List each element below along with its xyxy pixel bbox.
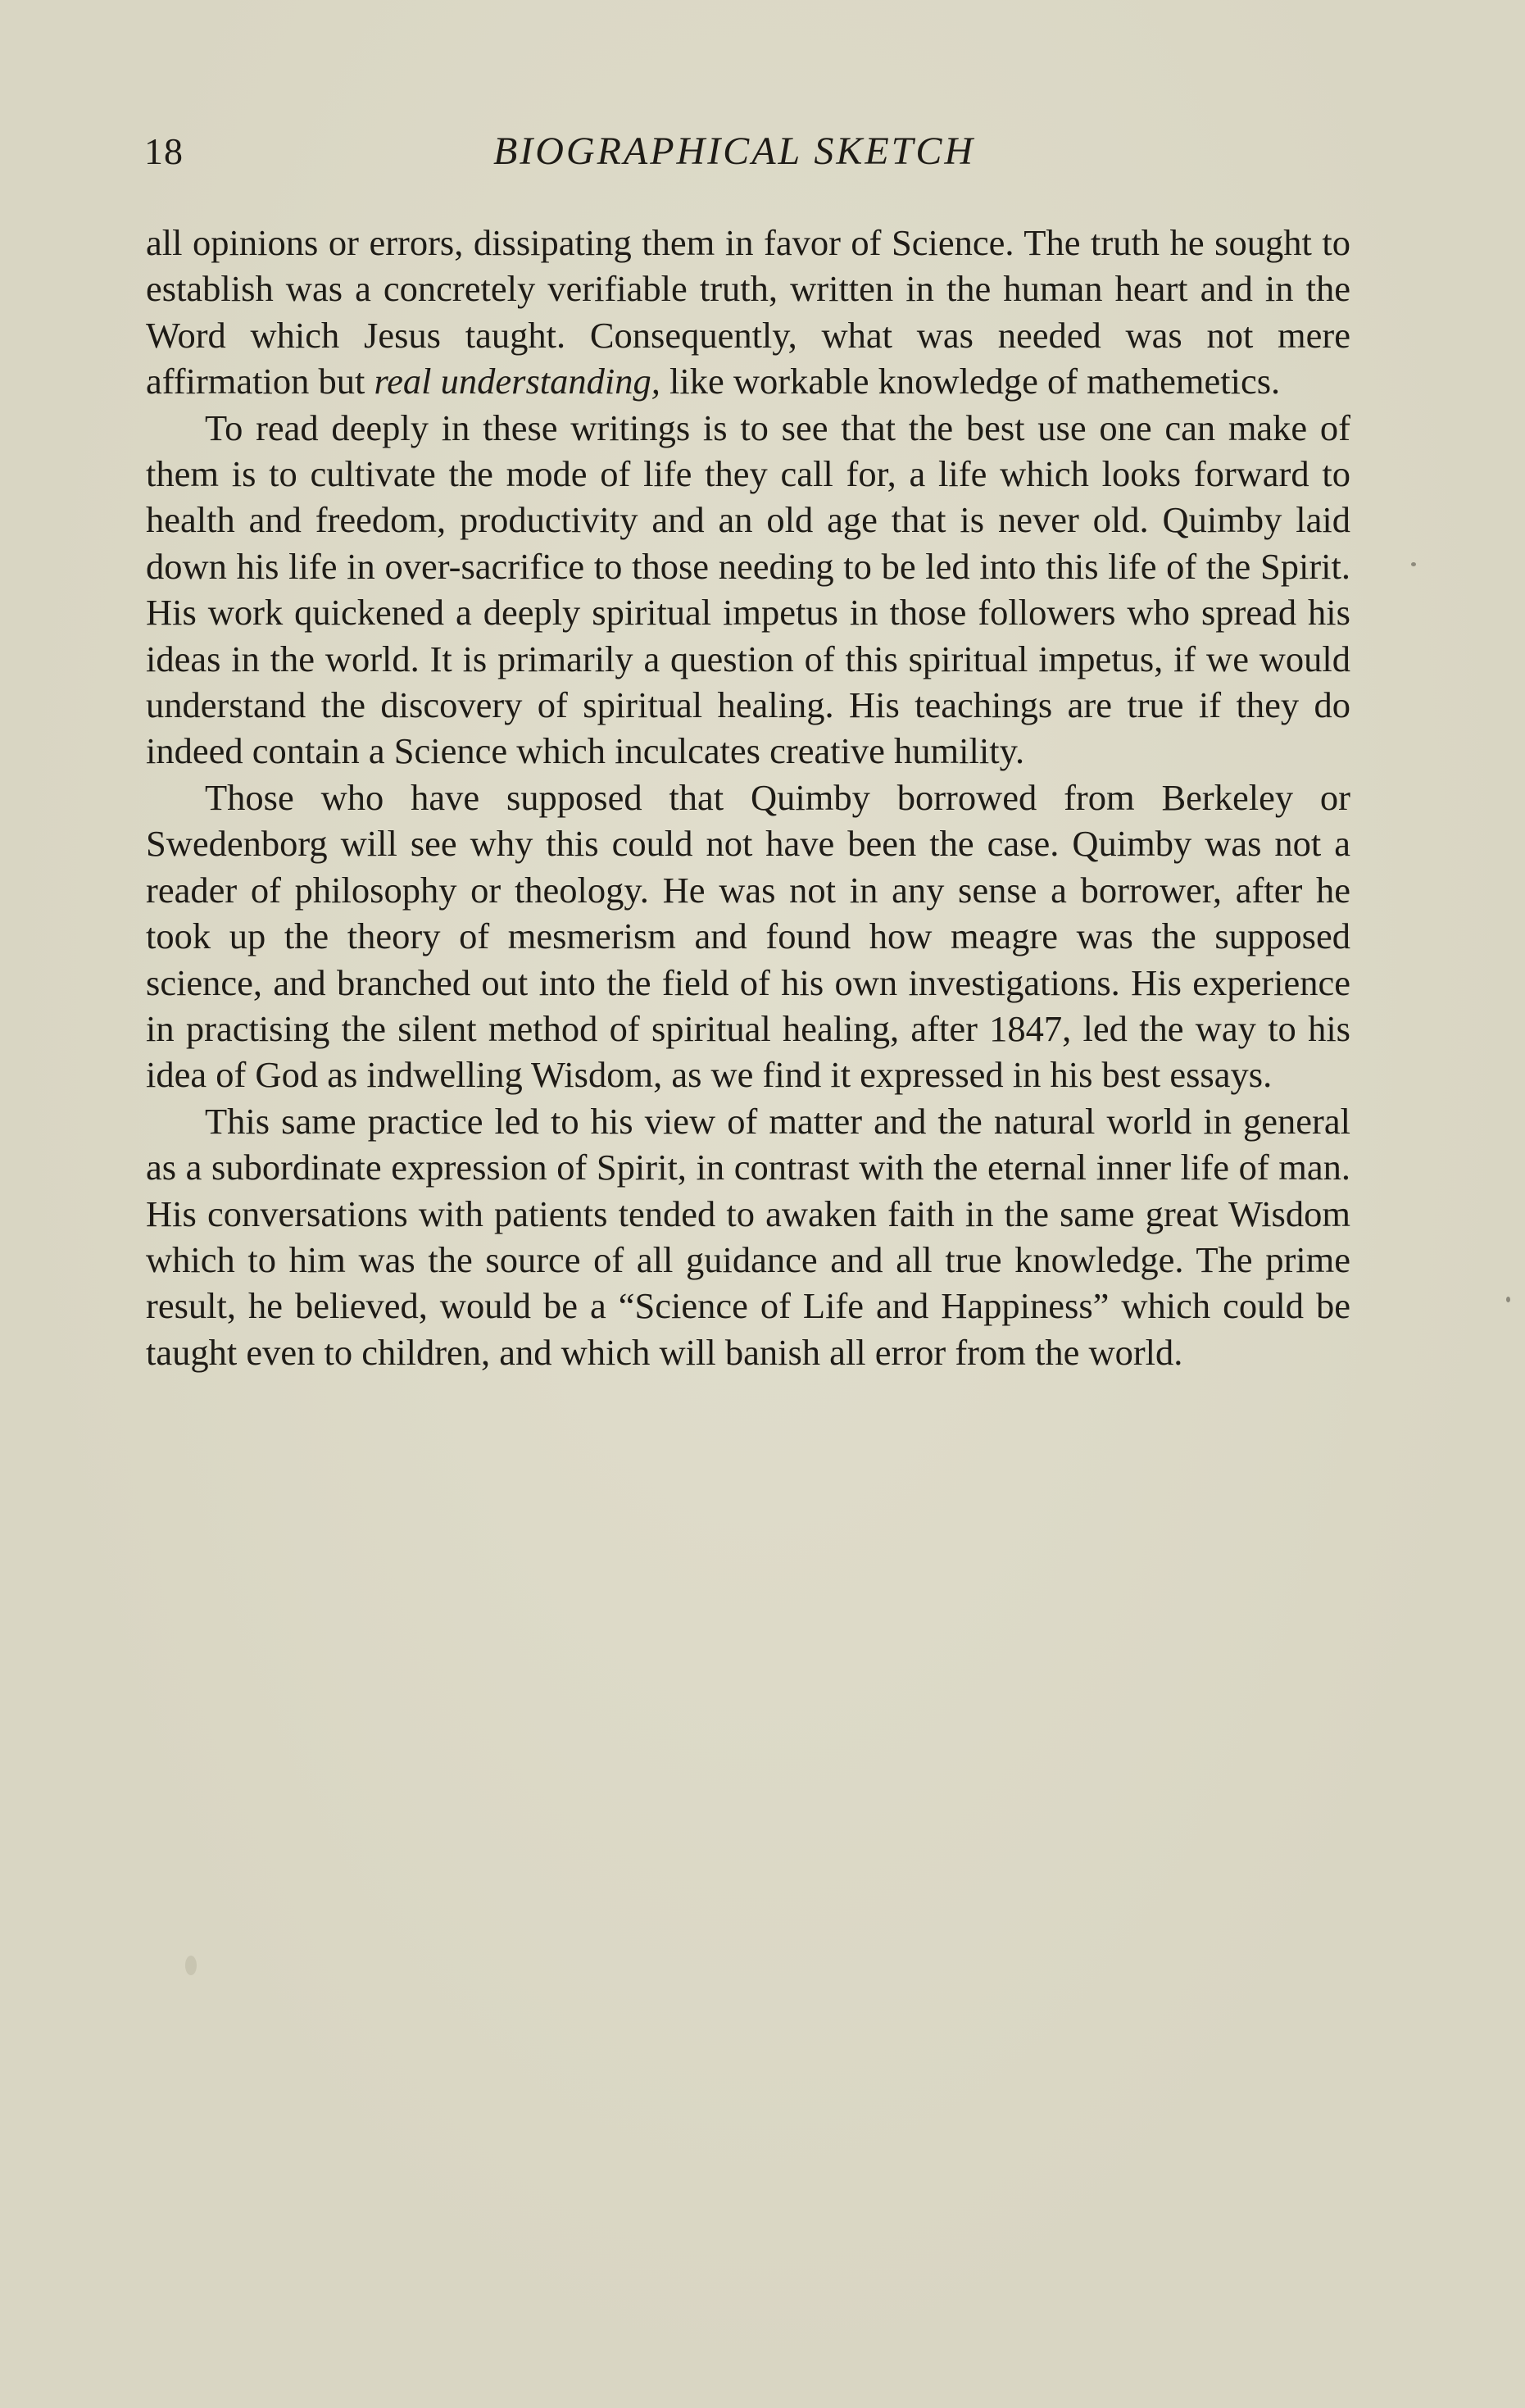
- page-number: 18: [144, 130, 184, 172]
- paragraph-1-text-end: like workable knowledge of mathemetics.: [660, 361, 1281, 402]
- paragraph-4: This same practice led to his view of matter and the natural world in general as a subordinate expression of Spirit, in contrast with the eternal inner life of man. His conversations with patients tended to awaken faith in the same great Wisdom which to him was the source of all guidance and all true knowledge. The prime result, he believed, would be a “Science of Life and Happiness” which could be taught even to children, and which will banish all error from the world.: [146, 1100, 1350, 1373]
- paper-speck: [1411, 562, 1416, 566]
- paragraph-1-text-start: all opinions or errors, dissipating them in favor of Science. The truth he sought to establish was a concretely verifiable truth, written in the human heart and in the Word which Jesus taught. Consequently, what was needed was not mere affirmation but: [146, 222, 1350, 402]
- paragraph-1-emphasis: real understanding,: [374, 361, 660, 402]
- paper-speck: [185, 1956, 197, 1975]
- page-header: [144, 123, 1373, 180]
- paper-speck: [1506, 1297, 1510, 1302]
- paragraph-1: [146, 220, 1350, 405]
- running-head: BIOGRAPHICAL SKETCH: [492, 129, 976, 173]
- paragraph-3: Those who have supposed that Quimby borrowed from Berkeley or Swedenborg will see why this could not have been the case. Quimby was not a reader of philosophy or theology. He was not in any sense a borrower, after he took up the theory of mesmerism and found how meagre was the supposed science, and branched out into the field of his own investigations. His experience in practising the silent method of spiritual healing, after 1847, led the way to his idea of God as indwelling Wisdom, as we find it expressed in his best essays.: [146, 776, 1350, 1096]
- paragraph-2: To read deeply in these writings is to see that the best use one can make of them is to cultivate the mode of life they call for, a life which looks forward to health and freedom, productivity and an old age that is never old. Quimby laid down his life in over-sacrifice to those needing to be led into this life of the Spirit. His work quickened a deeply spiritual impetus in those followers who spread his ideas in the world. It is primarily a question of this spiritual impetus, if we would understand the discovery of spiritual healing. His teachings are true if they do indeed contain a Science which inculcates creative humility.: [146, 407, 1350, 772]
- body-text: [146, 220, 1350, 1375]
